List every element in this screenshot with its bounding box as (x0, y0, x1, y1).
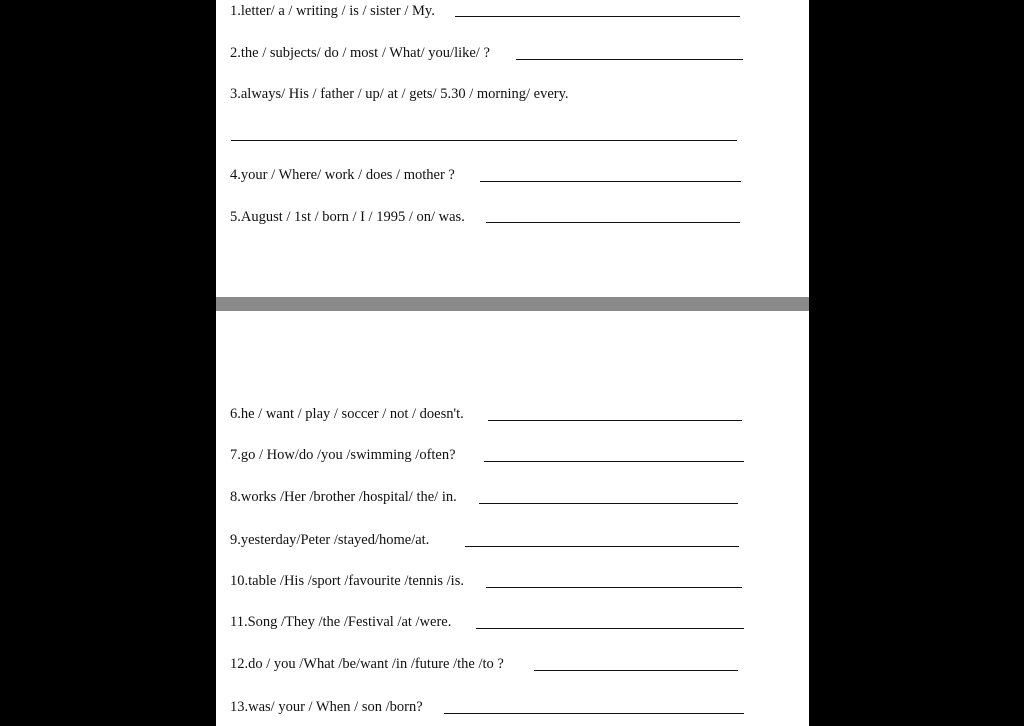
worksheet-page-1[interactable] (216, 0, 809, 297)
question-12 (230, 655, 504, 673)
question-text: works /Her /brother /hospital/ the/ in. (240, 489, 457, 505)
question-text: your / Where/ work / does / mother ? (240, 167, 455, 183)
question-text: do / you /What /be/want /in /future /the /to ? (248, 656, 504, 672)
question-number: 8. (230, 489, 241, 505)
question-text: letter/ a / writing / is / sister / My. (240, 3, 435, 19)
question-number: 9. (230, 532, 241, 548)
question-number: 6. (230, 406, 241, 422)
answer-line-3[interactable] (231, 140, 737, 141)
question-text: always/ His / father / up/ at / gets/ 5.30 / morning/ every. (240, 86, 569, 102)
answer-line-13[interactable] (444, 713, 744, 714)
answer-line-11[interactable] (476, 628, 744, 629)
question-number: 4. (230, 167, 241, 183)
question-text: table /His /sport /favourite /tennis /is. (248, 573, 464, 589)
question-9 (230, 531, 429, 549)
question-text: yesterday/Peter /stayed/home/at. (240, 532, 430, 548)
question-text: Song /They /the /Festival /at /were. (247, 614, 452, 630)
question-number: 10. (230, 573, 249, 589)
question-text: the / subjects/ do / most / What/ you/like/ ? (240, 45, 490, 61)
question-1 (230, 2, 435, 20)
question-number: 11. (230, 614, 248, 630)
question-5 (230, 208, 465, 226)
answer-line-4[interactable] (480, 181, 741, 182)
question-number: 3. (230, 86, 241, 102)
question-3 (230, 85, 569, 103)
question-8 (230, 488, 457, 506)
question-4 (230, 166, 455, 184)
question-number: 2. (230, 45, 241, 61)
question-text: August / 1st / born / I / 1995 / on/ was. (240, 209, 465, 225)
question-11 (230, 613, 451, 631)
answer-line-9[interactable] (465, 546, 739, 547)
answer-line-1[interactable] (455, 16, 740, 17)
answer-line-6[interactable] (488, 420, 742, 421)
answer-line-12[interactable] (534, 670, 738, 671)
answer-line-7[interactable] (484, 461, 744, 462)
question-text: was/ your / When / son /born? (248, 699, 423, 715)
question-7 (230, 446, 456, 464)
question-2 (230, 44, 490, 62)
answer-line-5[interactable] (486, 222, 740, 223)
question-number: 5. (230, 209, 241, 225)
answer-line-2[interactable] (516, 59, 743, 60)
question-number: 1. (230, 3, 241, 19)
question-number: 13. (230, 699, 249, 715)
question-13 (230, 698, 423, 716)
answer-line-8[interactable] (479, 503, 738, 504)
question-6 (230, 405, 464, 423)
question-number: 12. (230, 656, 249, 672)
question-text: go / How/do /you /swimming /often? (240, 447, 456, 463)
question-10 (230, 572, 464, 590)
question-number: 7. (230, 447, 241, 463)
question-text: he / want / play / soccer / not / doesn't. (240, 406, 464, 422)
answer-line-10[interactable] (486, 587, 742, 588)
worksheet-page-2[interactable] (216, 311, 809, 726)
page-separator (216, 297, 809, 311)
